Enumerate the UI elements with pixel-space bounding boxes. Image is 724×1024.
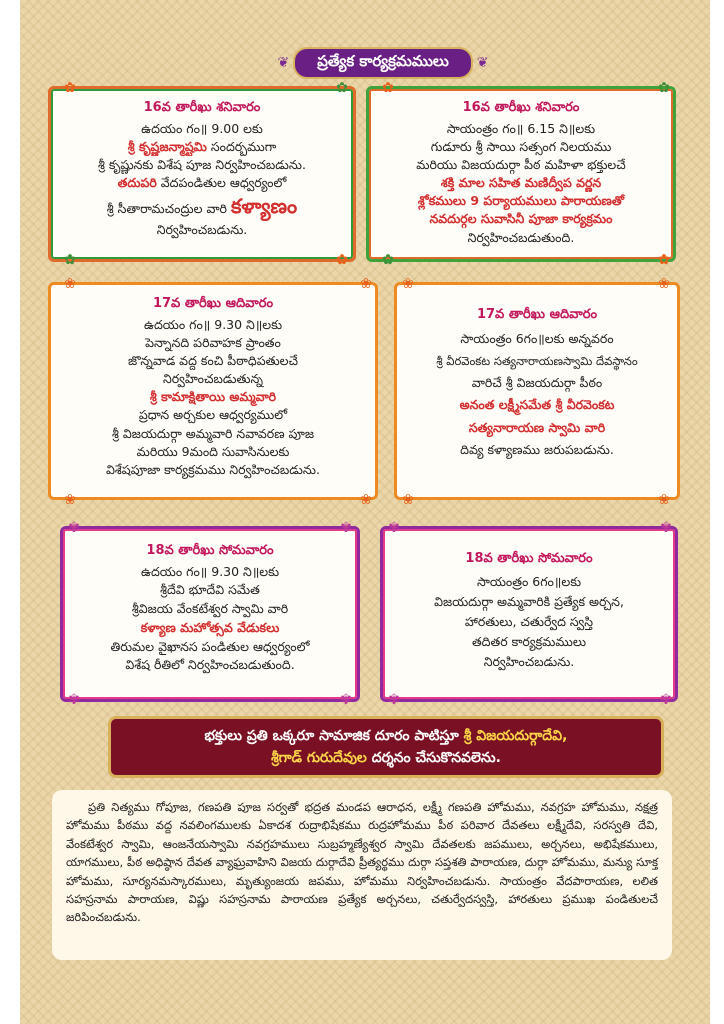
flower-icon: ❀ — [360, 492, 372, 508]
flower-icon: ✿ — [658, 80, 670, 96]
flower-icon: ✾ — [660, 692, 672, 708]
event-time: ఉదయం గం॥ 9.30 ని॥లకు — [140, 563, 280, 579]
event-line: హారతులు, చతుర్వేద స్వస్తి — [464, 613, 594, 629]
ornament-icon: ❦ — [476, 55, 489, 71]
flower-icon: ✾ — [68, 520, 80, 536]
flower-icon: ❀ — [658, 276, 670, 292]
event-card-18-evening — [380, 526, 678, 702]
event-line: గుడూరు శ్రీ సాయి సత్సంగ నిలయము — [430, 138, 612, 154]
event-line: శ్రీ సీతారామచంద్రుల వారి కళ్యాణం — [106, 194, 298, 219]
flower-icon: ✿ — [336, 252, 348, 268]
flower-icon: ✾ — [660, 520, 672, 536]
event-line: తదితర కార్యక్రమములు — [471, 633, 587, 649]
title-area — [268, 48, 498, 78]
event-line: శ్రీ వీరవెంకట సత్యనారాయణస్వామి దేవస్థానం — [436, 353, 638, 368]
event-day: 17వ తారీఖు ఆదివారం — [152, 296, 274, 311]
flower-icon: ✾ — [388, 520, 400, 536]
event-card-16-morning — [48, 86, 356, 262]
event-line: జొన్నవాడ వద్ద కంచి పీఠాధిపతులచే — [127, 353, 299, 369]
event-day: 18వ తారీఖు సోమవారం — [146, 543, 274, 558]
flower-icon: ✿ — [336, 80, 348, 96]
event-day: 17వ తారీఖు ఆదివారం — [476, 307, 598, 322]
event-line: సత్యనారాయణ స్వామి వారి — [468, 419, 606, 435]
event-line: విజయదుర్గా అమ్మవారికి ప్రత్యేక అర్చన, — [434, 593, 624, 609]
page-title: ప్రత్యేక కార్యక్రమములు — [293, 47, 473, 79]
event-line: శ్రీ కృష్ణునకు విశేష పూజ నిర్వహించబడును. — [98, 157, 306, 173]
event-time: సాయంత్రం గం॥ 6.15 ని॥లకు — [446, 120, 596, 136]
notice-line-1: భక్తులు ప్రతి ఒక్కరూ సామాజిక దూరం పాటిస్తూ శ్రీ విజయదుర్గాదేవి, — [204, 728, 568, 744]
event-line: నవదుర్గల సువాసినీ పూజా కార్యక్రమం — [429, 211, 613, 227]
event-line: శ్లోకములు 9 పర్యాయములు పారాయణతో — [417, 193, 625, 209]
event-line: శక్తి మాల సహిత మణిద్వీప వర్ణన — [440, 175, 602, 191]
flower-icon: ❀ — [402, 492, 414, 508]
event-card-16-evening — [366, 86, 676, 262]
event-line: అనంత లక్ష్మీసమేత శ్రీ వీరవెంకట — [459, 397, 615, 413]
event-line: శ్రీవిజయ వేంకటేశ్వర స్వామి వారి — [131, 601, 289, 616]
flower-icon: ✾ — [340, 520, 352, 536]
flower-icon: ✿ — [658, 252, 670, 268]
flower-icon: ✿ — [382, 80, 394, 96]
notice-banner — [108, 716, 664, 778]
event-line: నిర్వహించబడును. — [156, 222, 248, 238]
flower-icon: ✿ — [382, 252, 394, 268]
event-line: నిర్వహించబడుతుంది. — [467, 229, 575, 245]
ornament-icon: ❦ — [277, 55, 290, 71]
flower-icon: ✾ — [340, 692, 352, 708]
event-line: శ్రీ కామాక్షితాయి అమ్మవారి — [149, 389, 277, 405]
event-line: తదుపరి వేదపండితుల ఆధ్వర్యంలో — [117, 175, 287, 191]
flower-icon: ✿ — [64, 80, 76, 96]
event-line: దివ్య కళ్యాణము జరుపబడును. — [460, 442, 614, 458]
event-day: 18వ తారీఖు సోమవారం — [465, 551, 593, 566]
event-card-17-evening — [394, 282, 680, 500]
event-time: ఉదయం గం॥ 9.00 లకు — [141, 120, 263, 136]
event-line: విశేషపూజా కార్యక్రమము నిర్వహించబడును. — [106, 461, 320, 477]
event-line: ప్రధాన అర్చకుల ఆధ్వర్యములో — [138, 407, 288, 423]
flower-icon: ❀ — [64, 276, 76, 292]
event-line: శ్రీదేవి భూదేవి సమేత — [160, 582, 260, 598]
event-line: పెన్నానది పరివాహక ప్రాంతం — [145, 334, 281, 350]
flower-icon: ✾ — [388, 692, 400, 708]
event-time: సాయంత్రం 6గం॥లకు — [476, 573, 582, 589]
event-line: వారిచే శ్రీ విజయదుర్గా పీఠం — [471, 374, 603, 390]
event-line: నిర్వహించబడుతున్న — [162, 371, 263, 387]
event-line: నిర్వహించబడును. — [483, 653, 575, 669]
event-line: తిరుమల వైఖానస పండితుల ఆధ్వర్యంలో — [110, 638, 310, 654]
flower-icon: ✿ — [64, 252, 76, 268]
flower-icon: ❀ — [360, 276, 372, 292]
event-time: ఉదయం గం॥ 9.30 ని॥లకు — [143, 316, 283, 332]
daily-rituals-paragraph: ప్రతి నిత్యము గోపూజ, గణపతి పూజ సర్వతో భద్రత మండప ఆరాధన, లక్ష్మీ గణపతి హోమము, నవగ్రహ హోమము, నక్షత్ర హోమము పీఠము వద్ద నవలింగములకు ఏకాదశ రుద్రాభిషేకము రుద్రహోమము పీఠ పరివార దేవతలు లక్ష్మీదేవి, సరస్వతి దేవి, వేంకటేశ్వర స్వామి, ఆంజనేయస్వామి నవగ్రహములు సుబ్రహ్మణ్యేశ్వర స్వామి దేవతలకు జపములు, అర్చనలు, అభిషేకములు, యాగములు, పీఠ అధిష్ఠాన దేవత వ్యాఘ్రవాహిని విజయ దుర్గాదేవి ప్రీత్యర్థము దుర్గా సప్తశతి పారాయణ, దుర్గా హోమము, మన్యు సూక్త హోమము, సూర్యనమస్కారములు, మృత్యుంజయ జపము, హోమము నిర్వహించబడును. సాయంత్రం వేదపారాయణ, లలిత సహస్రనామ పారాయణ, విష్ణు సహస్రనామ పారాయణ ప్రత్యేక అర్చనలు, చతుర్వేదస్వస్తి, హారతులు ప్రముఖ పండితులచే జరిపించబడును. — [52, 790, 672, 960]
event-line: కళ్యాణ మహోత్సవ వేడుకలు — [140, 619, 280, 635]
event-line: విశేష రీతిలో నిర్వహించబడుతుంది. — [125, 657, 295, 673]
flower-icon: ✾ — [68, 692, 80, 708]
event-line: శ్రీ విజయదుర్గా అమ్మవారి నవావరణ పూజ — [111, 425, 315, 441]
event-card-17-morning — [48, 282, 378, 500]
event-line: మరియు విజయదుర్గా పీఠ మహిళా భక్తులచే — [416, 157, 626, 173]
event-line: మరియు 9మంది సువాసినులకు — [136, 443, 290, 459]
event-card-18-morning — [60, 526, 360, 702]
event-day: 16వ తారీఖు శనివారం — [143, 100, 261, 115]
flower-icon: ❀ — [402, 276, 414, 292]
notice-line-2: శ్రీగాడ్ గురుదేవుల దర్శనం చేసుకొనవలెను. — [271, 750, 501, 767]
flower-icon: ❀ — [658, 492, 670, 508]
event-day: 16వ తారీఖు శనివారం — [462, 100, 580, 115]
flower-icon: ❀ — [64, 492, 76, 508]
event-time: సాయంత్రం 6గం॥లకు అన్నవరం — [460, 331, 614, 347]
event-line: శ్రీ కృష్ణజన్మాష్టమి సందర్భముగా — [127, 138, 277, 154]
